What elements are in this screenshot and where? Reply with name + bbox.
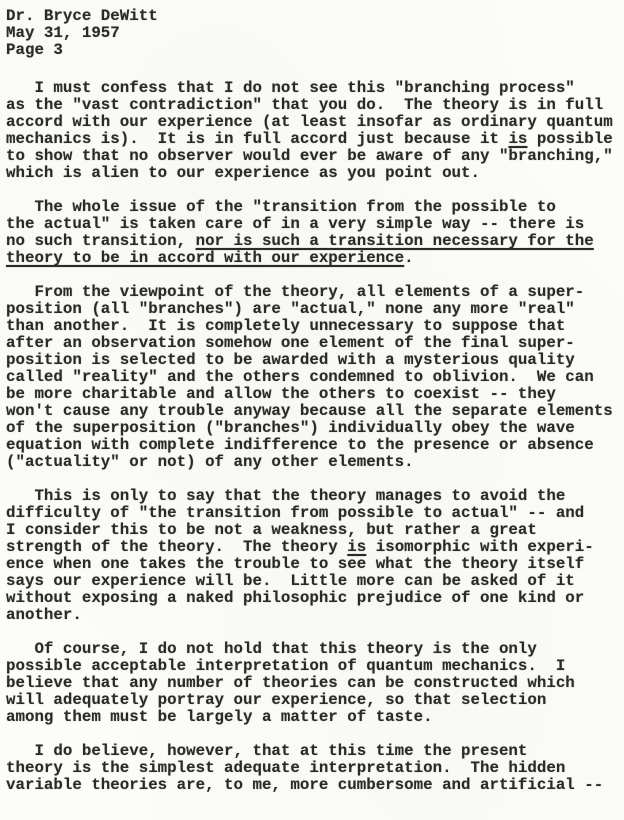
text-line: theory to be in accord with our experience. xyxy=(6,249,414,267)
text-line: believe that any number of theories can be constructed which xyxy=(6,674,575,692)
page-number: Page 3 xyxy=(6,41,63,59)
paragraph xyxy=(6,641,618,726)
text-line: accord with our experience (at least insofar as ordinary quantum xyxy=(6,113,613,131)
text-line: be more charitable and allow the others to coexist -- they xyxy=(6,385,556,403)
text-line: to show that no observer would ever be aware of any "branching," xyxy=(6,147,613,165)
text-line: as the "vast contradiction" that you do. The theory is in full xyxy=(6,96,604,114)
text-line: which is alien to our experience as you point out. xyxy=(6,164,480,182)
paragraph xyxy=(6,199,618,267)
text-line: the actual" is taken care of in a very simple way -- there is xyxy=(6,215,585,233)
text-line: mechanics is). It is in full accord just because it is possible xyxy=(6,130,613,148)
text-line: another. xyxy=(6,606,82,624)
text-line: theory is the simplest adequate interpretation. The hidden xyxy=(6,759,566,777)
text-line: called "reality" and the others condemned to oblivion. We can xyxy=(6,368,594,386)
text-line: possible acceptable interpretation of quantum mechanics. I xyxy=(6,657,566,675)
date-line: May 31, 1957 xyxy=(6,24,120,42)
text-line: I do believe, however, that at this time the present xyxy=(6,742,528,760)
text-line: after an observation somehow one element of the final super- xyxy=(6,334,575,352)
text-line: From the viewpoint of the theory, all elements of a super- xyxy=(6,283,585,301)
text-line: no such transition, nor is such a transition necessary for the xyxy=(6,232,594,250)
text-line: difficulty of "the transition from possible to actual" -- and xyxy=(6,504,585,522)
paragraph xyxy=(6,743,618,794)
text-line: without exposing a naked philosophic prejudice of one kind or xyxy=(6,589,585,607)
text-line: position is selected to be awarded with a mysterious quality xyxy=(6,351,575,369)
underlined-text: is xyxy=(508,130,528,148)
text-line: than another. It is completely unnecessary to suppose that xyxy=(6,317,566,335)
text-line: variable theories are, to me, more cumbersome and artificial -- xyxy=(6,776,604,794)
paragraph xyxy=(6,488,618,624)
text-line: strength of the theory. The theory is isomorphic with experi- xyxy=(6,538,594,556)
underlined-text: is xyxy=(347,538,367,556)
text-line: of the superposition ("branches") individually obey the wave xyxy=(6,419,575,437)
recipient-line: Dr. Bryce DeWitt xyxy=(6,7,158,25)
text-line: will adequately portray our experience, so that selection xyxy=(6,691,547,709)
text-line: equation with complete indifference to the presence or absence xyxy=(6,436,594,454)
text-line: The whole issue of the "transition from the possible to xyxy=(6,198,556,216)
text-line: says our experience will be. Little more can be asked of it xyxy=(6,572,575,590)
text-line: ence when one takes the trouble to see what the theory itself xyxy=(6,555,585,573)
letter-body xyxy=(6,80,618,794)
text-line: Of course, I do not hold that this theory is the only xyxy=(6,640,537,658)
text-line: ("actuality" or not) of any other elements. xyxy=(6,453,414,471)
text-line: won't cause any trouble anyway because all the separate elements xyxy=(6,402,613,420)
text-line: I consider this to be not a weakness, but rather a great xyxy=(6,521,537,539)
paragraph xyxy=(6,80,618,182)
text-line: I must confess that I do not see this "branching process" xyxy=(6,79,575,97)
underlined-text: theory to be in accord with our experience xyxy=(6,249,405,267)
paragraph xyxy=(6,284,618,471)
text-line: position (all "branches") are "actual," none any more "real" xyxy=(6,300,575,318)
text-line: This is only to say that the theory manages to avoid the xyxy=(6,487,566,505)
letter-header xyxy=(6,8,618,59)
text-line: among them must be largely a matter of taste. xyxy=(6,708,433,726)
underlined-text: nor is such a transition necessary for the xyxy=(195,232,594,250)
